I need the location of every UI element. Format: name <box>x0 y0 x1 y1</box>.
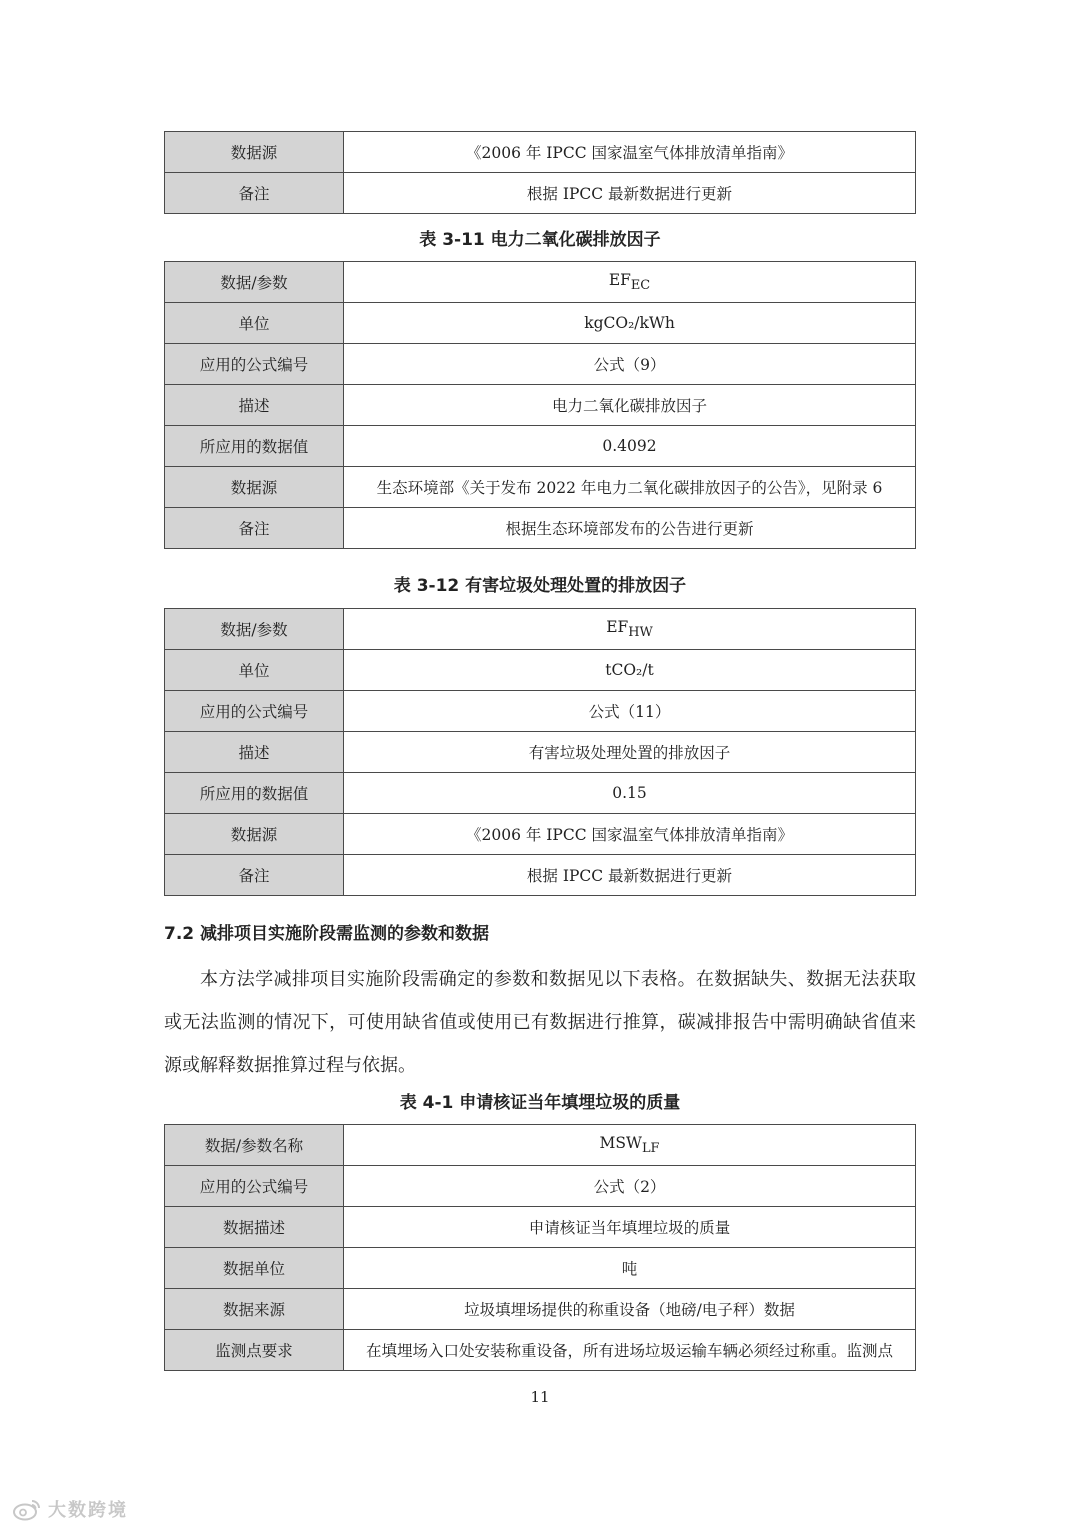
row-value: 公式（2） <box>344 1166 916 1207</box>
symbol: EF <box>608 270 631 289</box>
table-row <box>165 508 916 549</box>
row-value: 《2006 年 IPCC 国家温室气体排放清单指南》 <box>344 132 916 173</box>
row-value: 垃圾填埋场提供的称重设备（地磅/电子秤）数据 <box>344 1289 916 1330</box>
row-key: 数据单位 <box>165 1248 344 1289</box>
row-value: 吨 <box>344 1248 916 1289</box>
table-4-1-caption: 表 4-1 申请核证当年填埋垃圾的质量 <box>399 1093 681 1113</box>
symbol: MSW <box>599 1133 642 1152</box>
table-3-12 <box>164 608 916 896</box>
symbol-subscript: HW <box>628 625 653 641</box>
table-row <box>165 732 916 773</box>
table-row <box>165 344 916 385</box>
table-row <box>165 1248 916 1289</box>
table-3-11-caption: 表 3-11 电力二氧化碳排放因子 <box>419 230 661 250</box>
table-row <box>165 1207 916 1248</box>
row-key: 描述 <box>165 732 344 773</box>
row-key: 所应用的数据值 <box>165 426 344 467</box>
row-key: 数据源 <box>165 132 344 173</box>
table-row <box>165 855 916 896</box>
row-key: 数据来源 <box>165 1289 344 1330</box>
symbol-subscript: EC <box>630 278 651 294</box>
table-3-11 <box>164 261 916 549</box>
row-key: 数据描述 <box>165 1207 344 1248</box>
row-key: 备注 <box>165 855 344 896</box>
row-key: 备注 <box>165 173 344 214</box>
table-row <box>165 467 916 508</box>
row-value: 生态环境部《关于发布 2022 年电力二氧化碳排放因子的公告》，见附录 6 <box>344 467 916 508</box>
watermark <box>12 1494 128 1524</box>
row-value: tCO₂/t <box>344 650 916 691</box>
table-row <box>165 173 916 214</box>
table-row <box>165 303 916 344</box>
row-value: 公式（9） <box>344 344 916 385</box>
table-row <box>165 132 916 173</box>
row-value: 根据生态环境部发布的公告进行更新 <box>344 508 916 549</box>
row-key: 所应用的数据值 <box>165 773 344 814</box>
row-key: 单位 <box>165 650 344 691</box>
table-row <box>165 426 916 467</box>
row-value: 根据 IPCC 最新数据进行更新 <box>344 855 916 896</box>
symbol: EF <box>606 617 629 636</box>
page-number: 11 <box>530 1388 550 1406</box>
table-row <box>165 773 916 814</box>
row-key: 数据/参数名称 <box>165 1125 344 1166</box>
row-key: 应用的公式编号 <box>165 1166 344 1207</box>
watermark-text: 大数跨境 <box>48 1500 128 1521</box>
row-value: 申请核证当年填埋垃圾的质量 <box>344 1207 916 1248</box>
table-row <box>165 1125 916 1166</box>
row-value <box>344 1125 916 1166</box>
table-top-continuation <box>164 131 916 214</box>
row-value: 有害垃圾处理处置的排放因子 <box>344 732 916 773</box>
table-row <box>165 814 916 855</box>
row-value <box>344 262 916 303</box>
row-key: 数据源 <box>165 814 344 855</box>
row-key: 单位 <box>165 303 344 344</box>
table-row <box>165 385 916 426</box>
row-value: 根据 IPCC 最新数据进行更新 <box>344 173 916 214</box>
table-row <box>165 262 916 303</box>
row-value: 《2006 年 IPCC 国家温室气体排放清单指南》 <box>344 814 916 855</box>
section-paragraph: 本方法学减排项目实施阶段需确定的参数和数据见以下表格。在数据缺失、数据无法获取或无法监测的情况下，可使用缺省值或使用已有数据进行推算，碳减排报告中需明确缺省值来源或解释数据推算过程与依据。 <box>164 969 916 1076</box>
row-value: 在填埋场入口处安装称重设备，所有进场垃圾运输车辆必须经过称重。监测点 <box>344 1330 916 1371</box>
row-key: 数据/参数 <box>165 262 344 303</box>
row-key: 应用的公式编号 <box>165 691 344 732</box>
section-heading: 7.2 减排项目实施阶段需监测的参数和数据 <box>164 924 490 944</box>
row-value: kgCO₂/kWh <box>344 303 916 344</box>
row-value <box>344 609 916 650</box>
row-key: 数据/参数 <box>165 609 344 650</box>
symbol-subscript: LF <box>641 1141 660 1157</box>
row-key: 描述 <box>165 385 344 426</box>
table-row <box>165 1330 916 1371</box>
table-row <box>165 1166 916 1207</box>
row-value: 公式（11） <box>344 691 916 732</box>
row-key: 应用的公式编号 <box>165 344 344 385</box>
table-row <box>165 609 916 650</box>
weibo-logo-icon <box>12 1497 42 1521</box>
table-row <box>165 691 916 732</box>
row-key: 数据源 <box>165 467 344 508</box>
table-3-12-caption: 表 3-12 有害垃圾处理处置的排放因子 <box>393 576 687 596</box>
row-value: 0.4092 <box>344 426 916 467</box>
row-key: 监测点要求 <box>165 1330 344 1371</box>
table-row <box>165 1289 916 1330</box>
table-row <box>165 650 916 691</box>
row-key: 备注 <box>165 508 344 549</box>
row-value: 电力二氧化碳排放因子 <box>344 385 916 426</box>
table-4-1 <box>164 1124 916 1371</box>
row-value: 0.15 <box>344 773 916 814</box>
